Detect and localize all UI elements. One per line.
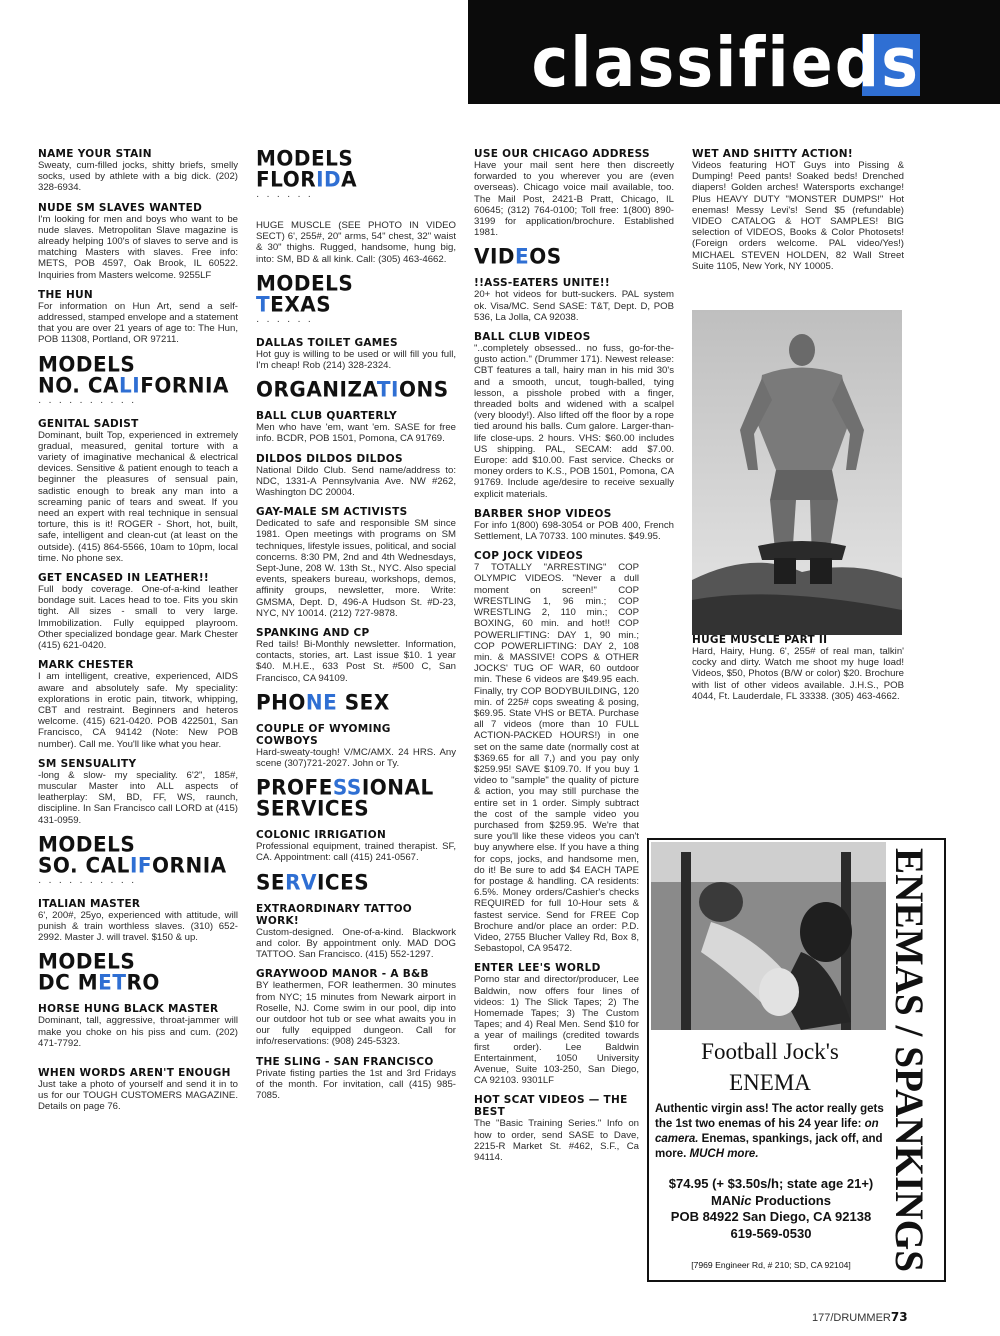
ad-list [38, 898, 238, 944]
section-divider-dots: ······ [256, 315, 318, 327]
section-header-models-dc-metro [38, 948, 238, 995]
bodybuilder-photo-graphic [692, 310, 902, 635]
classified-ad [38, 1067, 238, 1113]
section-title-highlight: RV [285, 869, 317, 895]
folio-page-number: 73 [890, 1310, 908, 1324]
classified-ad [474, 277, 674, 323]
ad-body: Sweaty, cum-filled jocks, shitty briefs, smelly socks, used by athlete with a big dick. (202) 328-6934. [38, 160, 238, 194]
display-ad-body-italic: on camera. [655, 1118, 879, 1145]
ad-title: EXTRAORDINARY TATTOO WORK! [256, 902, 413, 927]
section-divider-dots: ·········· [38, 876, 142, 888]
ad-body: Men who have 'em, want 'em. SASE for free info. BCDR, POB 1501, Pomona, CA 91769. [256, 422, 456, 445]
ad-list [256, 829, 456, 863]
classified-ad [474, 508, 674, 542]
ad-body: Have your mail sent here then discreetly forwarded to you wherever you are (even overseas). Chicago voice mail available, too. The Mail Post, 2421-B Pratt, Chicago, IL 60645; (312) 764-0100; Toll free: 1(800) 890-3199 for application/brochure. Established 1981. [474, 160, 674, 239]
section-header-models-so-california [38, 831, 238, 888]
ad-title: HOT SCAT VIDEOS — THE BEST [474, 1094, 628, 1119]
section-header-phone-sex [256, 689, 456, 715]
classified-ad [256, 410, 456, 444]
ad-title: NUDE SM SLAVES WANTED [38, 201, 203, 214]
ad-body: Red tails! Bi-Monthly newsletter. Information, contacts, stories, art. Last issue $10. 1 year $40. M.H.E., 633 Post St. #500 C, San Francisco, CA 94109. [256, 639, 456, 684]
ad-body: Professional equipment, trained therapist. SF, CA. Appointment: call (415) 241-0567. [256, 841, 456, 864]
section-title-part: FLOR [256, 166, 317, 192]
section-title-line2 [38, 969, 238, 995]
ad-body: I'm looking for men and boys who want to be nude slaves. Metropolitan Slave magazine is already helping 100's of slaves to serve and is matching Masters with slaves. Free info: METS, POB 4597, Oak Brook, IL 60522. Inquiries from Masters welcome. 9255LF [38, 213, 238, 281]
ad-body: Hard-sweaty-tough! V/MC/AMX. 24 HRS. Any scene (307)721-2027. John or Ty. [256, 746, 456, 770]
ad-body: 6', 200#, 25yo, experienced with attitude, will punish & train worthless slaves. (310) 652-2992. Master J. will travel. $150 & up. [38, 909, 238, 944]
section-title-highlight: ET [98, 969, 127, 995]
section-header-professional-services [256, 774, 456, 821]
section-title-part: RO [126, 969, 160, 995]
ad-title: DALLAS TOILET GAMES [256, 336, 398, 349]
classified-ad [38, 289, 238, 346]
section-title-line2 [38, 374, 238, 396]
ad-list [38, 418, 238, 826]
ad-body: Dominant, tall, aggressive, throat-jammer will make you choke on his piss and cum. (202) 471-7792. [38, 1015, 238, 1049]
classified-ad [692, 148, 904, 272]
ad-title: WHEN WORDS AREN'T ENOUGH [38, 1066, 231, 1079]
classified-ad [38, 1003, 238, 1049]
display-ad-address: POB 84922 San Diego, CA 92138 [670, 1209, 872, 1224]
classified-ad [474, 148, 674, 238]
ad-title: HUGE MUSCLE PART II [692, 634, 828, 646]
ad-list [38, 148, 238, 346]
display-ad-company [653, 1193, 889, 1210]
section-title-line1: MODELS [256, 270, 354, 296]
section-title-line2: SERVICES [256, 795, 370, 821]
display-ad-side-banner [888, 842, 942, 1278]
section-title-line2 [38, 854, 238, 876]
classified-ad [38, 572, 238, 651]
ad-body: -long & slow- my speciality. 6'2", 185#, muscular Master into ALL aspects of leatherplay: SM, BD, FF, WS, raunch, discipline. In San Francisco call LORD at (415) 431-0959. [38, 769, 238, 826]
masthead-title: classifieds [531, 22, 920, 103]
ad-title: !!ASS-EATERS UNITE!! [474, 277, 610, 290]
ad-body: "..completely obsessed.. no fuss, go-for-the-gusto action." (Drummer 171). Newest release: CBT features a tall, hairy man in his mid 30's and a smooth, uncut, tough-balled, tying lesson, a pisshole probed with a finger, threaded bolts and widened with a scalpel (very bloody!). Also lifted off the floor by a rope tied around his balls. Cum galore. Larger-than-life close-ups. 2 hours. VHS: $60.00 includes US shipping. PAL, SECAM: add $7.00. Europe: add $10.00. Fast service. Checks or money orders to K.S., POB 1501, Pomona, CA 91769. Include age/desire to receive sexually explicit materials. [474, 343, 674, 500]
ad-body: Hot guy is willing to be used or will fill you full, I'm cheap! Rob (214) 328-2324. [256, 348, 456, 372]
section-divider-dots: ·········· [38, 396, 142, 408]
ad-body: National Dildo Club. Send name/address to: NDC, 1331-A Pennsylvania Ave. NW #262, Washington DC 20004. [256, 464, 456, 499]
classified-ad [38, 148, 238, 194]
ad-body: For info 1(800) 698-3054 or POB 400, French Settlement, LA 70733. 100 minutes. $49.95. [474, 519, 674, 543]
classified-ad [256, 220, 456, 265]
section-title-highlight: TI [376, 376, 399, 402]
section-title-part: SE [256, 869, 286, 895]
classified-ad [474, 962, 639, 1086]
classified-ad [38, 758, 238, 826]
column-1 [38, 148, 238, 1121]
section-title-part: FORNIA [140, 372, 229, 398]
display-ad-body-text: Enemas, spankings, jack off, and more. [655, 1133, 883, 1160]
section-title-part: ONS [399, 376, 449, 402]
ad-title: BARBER SHOP VIDEOS [474, 507, 612, 520]
section-header-organizations [256, 376, 456, 402]
section-title-line2 [256, 293, 456, 315]
ad-title: GRAYWOOD MANOR - A B&B [256, 968, 429, 981]
section-title-highlight: E [515, 243, 530, 269]
folio-issue: 177/DRUMMER [812, 1312, 891, 1324]
ad-title: COLONIC IRRIGATION [256, 829, 387, 842]
ad-list [474, 148, 674, 238]
section-title-line1: MODELS [256, 145, 354, 171]
classified-ad [38, 898, 238, 944]
ad-body: 20+ hot videos for butt-suckers. PAL system ok. Visa/MC. Send SASE: T&T, Dept. D, POB 536, La Jolla, CA 92038. [474, 289, 674, 323]
ad-title: THE SLING - SAN FRANCISCO [256, 1055, 434, 1068]
classified-ad [256, 627, 456, 684]
ad-list [692, 634, 904, 702]
section-title-line1: MODELS [38, 351, 136, 377]
company-part: ic [740, 1192, 752, 1208]
classified-ad [692, 634, 904, 702]
classified-ad [256, 829, 456, 863]
ad-body: Private fisting parties the 1st and 3rd Fridays of the month. For invitation, call (415) 985-7085. [256, 1067, 456, 1101]
ad-title: GET ENCASED IN LEATHER!! [38, 572, 210, 585]
classified-ad [256, 506, 456, 619]
masthead-banner [468, 0, 1000, 104]
display-ad-price: $74.95 (+ $3.50s/h; state age 21+) [668, 1176, 874, 1191]
section-header-services [256, 869, 456, 895]
section-title-part: A [341, 166, 358, 192]
section-title-part: IONAL [361, 774, 434, 800]
ad-body: Dedicated to safe and responsible SM since 1981. Open meetings with programs on SM techniques, lifestyle issues, political, and social concerns. 8:30 PM, 2nd and 4th Wednesdays, Sept-June, 208 W. 13th St., NYC. Also special events, speakers bureau, workshops, demos, affinity groups, newsletter, more. Write: GMSMA, Dept. D, 496-A Hudson St. #D-23, NYC, NY 10014. (212) 727-9878. [256, 518, 456, 619]
classified-ad [474, 1094, 639, 1163]
section-title-line1 [474, 243, 674, 269]
display-ad-body-text: Authentic virgin ass! The actor really gets the 1st two enemas of his 24 year life: [655, 1103, 884, 1130]
classified-ad [256, 723, 456, 769]
section-title-part: PHO [256, 689, 306, 715]
display-ad-enema [647, 838, 946, 1282]
display-ad-headline-line2: ENEMA [729, 1070, 811, 1095]
ad-title: ITALIAN MASTER [38, 897, 141, 910]
section-title-part: DC M [38, 969, 99, 995]
section-title-highlight: LI [119, 372, 141, 398]
ad-body: 7 TOTALLY "ARRESTING" COP OLYMPIC VIDEOS. "Never a dull moment on screen!" COP WRESTLING 1, 96 min.; COP WRESTLING 2, 110 min.; COP BOXING, 60 min. and hot!! COP POWERLIFTING: DAY 1, 90 min.; COP POWERLIFTING: DAY 2, 108 min. & MASSIVE! COPS & OTHER JOCKS' TUG OF WAR, 60 outdoor min. These 6 videos are $49.95 each. Finally, try COP BODYBUILDING, 120 min. of 225# cops sweating & posing, $69.95. State VHS or BETA. Purchase all 7 videos (more than 10 FULL ACTION-PACKED HOURS!) in one set on the same date (normally cost at $369.65 for all 7,) and you pay only $259.95! SAVE $109.70. If you buy 1 video to "sample" the quality of picture & action, you may still purchase the entire set in 1 order. Simply subtract the cost of the sample video you purchased from $259.95. We're that sure you'll like these videos you can't buy anywhere else. If you have a thing for cops, jocks, and handsome men, do it! Be sure to add $4 EACH TAPE for postage & handling. CA residents: 6.5%. Money orders/Cashier's checks REQUIRED for full 10-Hour sets & fastest service. Send for FREE Cop Brochure and/or place an order: P.D. Video, 2755 Blucher Valley Rd, Box 8, Sebastopol, CA 95472. [474, 562, 639, 955]
classified-ad [256, 337, 456, 371]
classified-ad [474, 331, 674, 500]
ad-list [256, 220, 456, 265]
classified-ad [256, 903, 456, 961]
classified-ad [38, 418, 238, 564]
section-header-models-texas [256, 270, 456, 327]
side-banner-text [888, 842, 942, 1278]
ad-body: Dominant, built Top, experienced in extremely gradual, measured, genital torture with a variety of imaginative mechanical & electrical devices. Sensitive & patient enough to teach a beginner the pleasures of sensual pain, sadistic enough to break any man into a screaming panic of tears and sweat. If you need an expert with real technique in sensual torture, this is it! ROGER - Short, hot, built, safe, intelligent and clean-cut (at least on the outside). (415) 864-5566, 10am to 10pm, local time. No phone sex. [38, 429, 238, 564]
classified-ad [474, 550, 639, 954]
section-title-part: OS [529, 243, 562, 269]
classified-ad [256, 1056, 456, 1102]
ad-title: SM SENSUALITY [38, 757, 137, 770]
section-title-part: ORNIA [152, 852, 227, 878]
ad-body: Custom-designed. One-of-a-kind. Blackwork and color. By appointment only. MAD DOG TATTOO. San Francisco. (415) 552-1297. [256, 926, 456, 961]
section-title-highlight: IF [129, 852, 153, 878]
section-title-part: ICES [316, 869, 370, 895]
ad-list [474, 277, 674, 1163]
ad-body: For information on Hun Art, send a self-addressed, stamped envelope and a statement that you are over 21 years of age to: The Hun, POB 11308, Portland, OR 97211. [38, 300, 239, 346]
ad-title: WET AND SHITTY ACTION! [692, 148, 853, 160]
section-title-line1 [256, 871, 456, 893]
ad-list [256, 337, 456, 371]
classified-ad [38, 202, 238, 281]
ad-title: COUPLE OF WYOMING COWBOYS [256, 722, 391, 747]
ad-body: The "Basic Training Series." Info on how to order, send SASE to Dave, 2215-R Market St. #462, S.F., Ca 94114. [474, 1118, 639, 1164]
section-title-part: EXAS [270, 291, 332, 317]
ad-list [692, 148, 904, 272]
section-title-line1 [256, 691, 456, 713]
display-ad-contact [653, 1176, 889, 1242]
ad-title: BALL CLUB VIDEOS [474, 331, 591, 344]
ad-body: Videos featuring HOT Guys into Pissing & Dumping! Peed pants! Soaked beds! Drenched diapers! Golden arches! Watersports exchange! Plus HEAVY DUTY "MONSTER DUMPS!" Hot enemas! Messy Levi's! Send $5 (refundable) VIDEO CATALOG & HOT SAMPLES! BIG selection of VIDEOS, Books & Color Photosets! (Foreign orders welcome. PAL video/Yes!) MICHAEL STEVEN HOLDEN, 82 Wall Street Suite 1105, New York, NY 10005. [692, 160, 904, 272]
ad-title: SPANKING AND CP [256, 627, 370, 640]
ad-title: COP JOCK VIDEOS [474, 550, 584, 563]
ad-body: BY leathermen, FOR leathermen. 30 minutes from NYC; 15 minutes from Newark airport in Roselle, NJ. Come swim in our pool, dip into our outdoor hot tub or see what awaits you in our fully equipped dungeon. Call for info/reservations: (908) 245-5323. [256, 980, 456, 1048]
section-title-line2 [256, 168, 456, 190]
ad-title: ENTER LEE'S WORLD [474, 962, 601, 975]
ad-body: Porno star and director/producer, Lee Baldwin, now offers four lines of videos: 1) The Slick Tapes; 2) The Homemade Tapes; 3) The Custom Tapes; and 4) Real Men. Send $10 for a year of mailings (credited towards first order). Lee Baldwin Entertainment, 1050 University Avenue, Suite 103-250, San Diego, CA 92103. 9301LF [474, 974, 639, 1087]
display-ad-body [655, 1102, 885, 1162]
company-part: MAN [711, 1192, 741, 1208]
ad-title: NAME YOUR STAIN [38, 148, 152, 160]
classified-ad [256, 453, 456, 499]
section-title-line1: MODELS [38, 948, 136, 974]
ad-list [256, 410, 456, 684]
section-title-line1 [256, 376, 456, 402]
side-banner-label: ENEMAS / SPANKINGS [888, 848, 932, 1278]
ad-title: HORSE HUNG BLACK MASTER [38, 1003, 219, 1016]
ad-body: Hard, Hairy, Hung. 6', 255# of real man, talkin' cocky and dirty. Watch me shoot my huge load! Videos, $50, Photos (B/W or color) $20. Brochure with list of other videos available. J.H.S., POB 4044, Ft. Lauderdale, FL 33338. (305) 463-4662. [692, 646, 904, 702]
section-title-highlight: SS [332, 774, 362, 800]
section-title-highlight: ID [316, 166, 342, 192]
ad-title: THE HUN [38, 288, 93, 301]
display-ad-headline [655, 1036, 885, 1098]
bodybuilder-photo [692, 310, 902, 635]
section-title-part: NO. CA [38, 372, 120, 398]
column-4-lower [692, 634, 904, 710]
display-ad-photo [651, 842, 886, 1030]
classified-ad [38, 659, 238, 749]
display-ad-phone: 619-569-0530 [730, 1225, 812, 1241]
section-title-part: PROFE [256, 774, 333, 800]
ad-title: GENITAL SADIST [38, 417, 139, 430]
display-ad-headline-line1: Football Jock's [701, 1039, 839, 1064]
ad-list [256, 723, 456, 769]
section-title-part: SO. CAL [38, 852, 130, 878]
section-header-models-no-california [38, 351, 238, 408]
ad-body: I am intelligent, creative, experienced, AIDS aware and absolutely safe. My speciality: explorations in erotic pain, titwork, whipping, CBT and restraint. Beginners and heteros welcome. (415) 621-0420. POB 422501, San Francisco, CA 94142 (Note: New POB number). Call me. You'll like what you hear. [38, 671, 238, 750]
ad-list [38, 1003, 238, 1112]
ad-body: HUGE MUSCLE (SEE PHOTO IN VIDEO SECT) 6', 255#, 20" arms, 54" chest, 32" waist & 30" thighs. Rugged, handsome, hung big, into: SM, BD & all kink. Call: (305) 463-4662. [256, 220, 456, 265]
display-ad-body-italic: MUCH more. [689, 1148, 759, 1160]
section-header-videos [474, 243, 674, 269]
ad-title: MARK CHESTER [38, 659, 134, 672]
company-part: Productions [751, 1192, 831, 1208]
section-title-part: ORGANIZA [256, 376, 377, 402]
column-3 [474, 148, 674, 1171]
ad-title: BALL CLUB QUARTERLY [256, 410, 398, 423]
display-ad-street: [7969 Engineer Rd, # 210; SD, CA 92104] [691, 1260, 851, 1270]
section-title-line1: MODELS [38, 831, 136, 857]
ad-body: Just take a photo of yourself and send it in to us for our TOUGH CUSTOMERS MAGAZINE. Details on page 76. [38, 1078, 238, 1113]
ad-list [256, 903, 456, 1101]
section-title-highlight: T [256, 291, 271, 317]
column-2 [256, 145, 456, 1109]
ad-title: GAY-MALE SM ACTIVISTS [256, 506, 408, 519]
ad-title: DILDOS DILDOS DILDOS [256, 452, 403, 465]
section-divider-dots: ······ [256, 191, 318, 202]
section-title-part: SEX [337, 689, 390, 715]
section-title-part: VID [474, 243, 516, 269]
column-4 [692, 148, 904, 280]
classified-ad [256, 968, 456, 1047]
display-ad-photo-graphic [651, 842, 886, 1030]
ad-body: Full body coverage. One-of-a-kind leather bondage suit. Laces head to toe. Fits you skin tight. All sizes - small to very large. Immobilization. Fully equipped playroom. Other specialized bondage gear. Mark Chester (415) 621-0420. [38, 584, 238, 652]
ad-title: USE OUR CHICAGO ADDRESS [474, 148, 650, 160]
section-header-models-florida [256, 145, 456, 202]
section-title-highlight: NE [305, 689, 338, 715]
page-folio [812, 1310, 908, 1324]
